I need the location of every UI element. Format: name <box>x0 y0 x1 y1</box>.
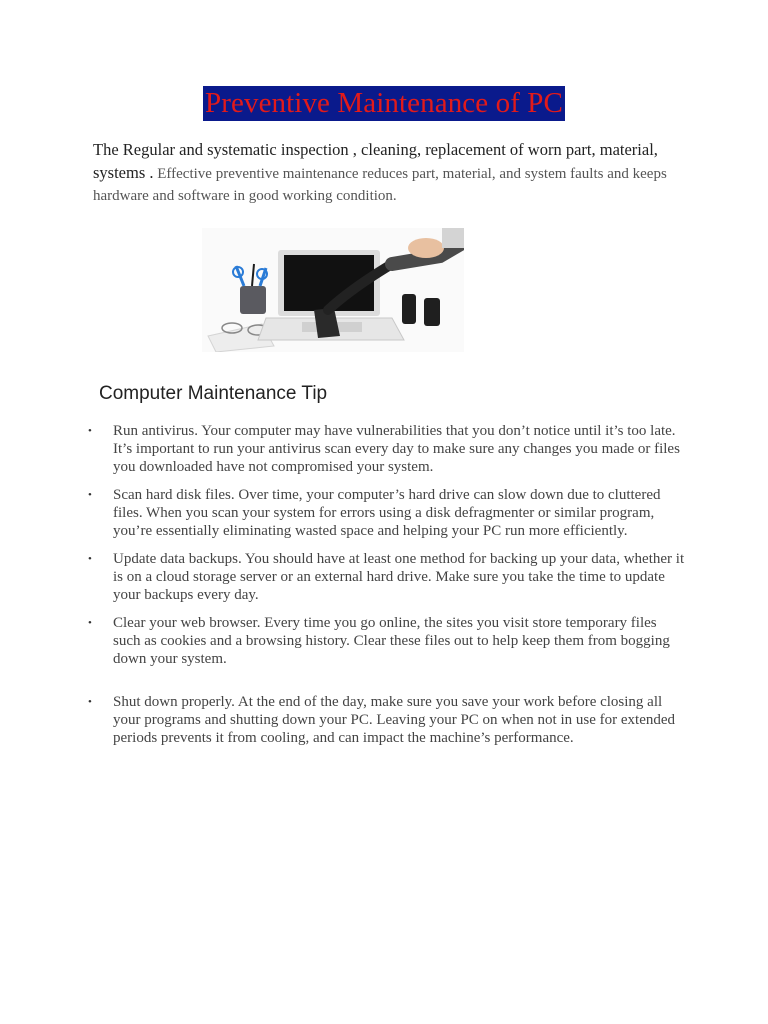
bullet-icon: • <box>88 489 92 501</box>
laptop-cleaning-photo-icon <box>202 228 464 352</box>
bullet-icon: • <box>88 617 92 629</box>
intro-rest-text: Effective preventive maintenance reduces part, material, and system faults and keeps hardware and software in good working condition. <box>93 166 667 204</box>
tip-text: Shut down properly. At the end of the day, make sure you save your work before closing all your programs and shutting down your PC. Leaving your PC on when not in use for extended periods prevents it from cooling, and can impact the machine’s performance. <box>113 694 676 746</box>
maintenance-tips-list <box>86 422 686 747</box>
list-item <box>86 486 686 540</box>
tip-text: Scan hard disk files. Over time, your computer’s hard drive can slow down due to cluttered files. When you scan your system for errors using a disk defragmenter or similar program, you’re essentially eliminating wasted space and helping your PC run more efficiently. <box>113 487 661 539</box>
tip-text: Update data backups. You should have at least one method for backing up your data, whether it is on a cloud storage server or an external hard drive. Make sure you take the time to update your backups every day. <box>113 551 685 603</box>
intro-paragraph <box>93 139 683 207</box>
intro-lead-text: The Regular and systematic inspection , cleaning, replacement of worn part, material, systems . <box>93 140 658 182</box>
list-item <box>86 693 686 747</box>
laptop-cleaning-image <box>202 228 464 352</box>
section-heading: Computer Maintenance Tip <box>99 383 328 404</box>
list-item <box>86 550 686 604</box>
page-title: Preventive Maintenance of PC <box>205 87 563 119</box>
bullet-icon: • <box>88 425 92 437</box>
tip-text: Clear your web browser. Every time you go online, the sites you visit store temporary files such as cookies and a browsing history. Clear these files out to help keep them from bogging down your system. <box>113 615 670 667</box>
bullet-icon: • <box>88 553 92 565</box>
bullet-icon: • <box>88 696 92 708</box>
list-item <box>86 614 686 668</box>
list-item <box>86 422 686 476</box>
title-container <box>0 86 768 121</box>
tip-text: Run antivirus. Your computer may have vulnerabilities that you don’t notice until it’s too late. It’s important to run your antivirus scan every day to make sure any changes you made or files you downloaded have not compromised your system. <box>113 423 680 475</box>
